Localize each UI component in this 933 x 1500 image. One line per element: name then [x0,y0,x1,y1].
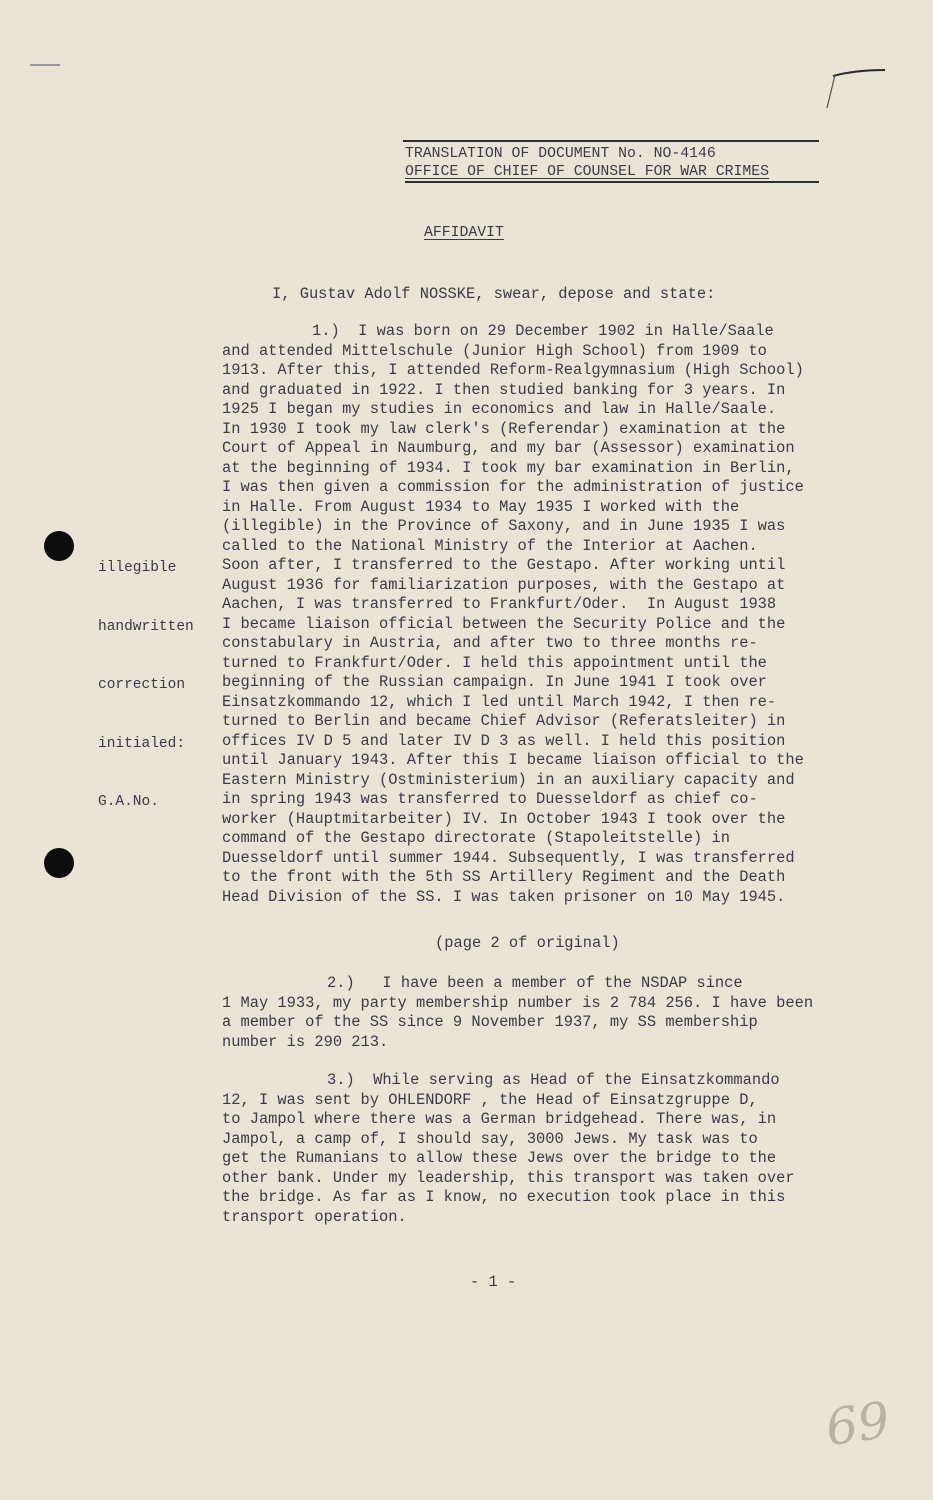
corner-mark [30,64,60,66]
para1-line: 1.) I was born on 29 December 1902 in Halle/Saale [312,322,774,340]
para1-line: and graduated in 1922. I then studied banking for 3 years. In [222,380,786,399]
para3-line: get the Rumanians to allow these Jews over the bridge to the [222,1149,777,1167]
margin-note-line: illegible [98,560,177,576]
para1-line: Soon after, I transferred to the Gestapo. After working until [222,556,786,574]
margin-note-line: initialed: [98,735,186,752]
header-rule-bottom [405,181,819,183]
para1-line: Eastern Ministry (Ostministerium) in an auxiliary capacity and [222,770,795,789]
para1-line: turned to Berlin and became Chief Advisor (Referatsleiter) in [222,712,786,730]
para1-line: command of the Gestapo directorate (Stapoleitstelle) in [222,829,730,847]
margin-note-line: handwritten [98,618,194,635]
para2-line: number is 290 213. [222,1032,389,1051]
para1-line: 1925 I began my studies in economics and law in Halle/Saale. [222,400,777,418]
para1-line: worker (Hauptmitarbeiter) IV. In October 1943 I took over the [222,809,786,828]
para1-line: 1913. After this, I attended Reform-Realgymnasium (High School) [222,361,804,379]
page-marker: (page 2 of original) [435,934,620,952]
para1-line: Aachen, I was transferred to Frankfurt/Oder. In August 1938 [222,595,777,613]
para1-line: constabulary in Austria, and after two to three months re- [222,634,758,652]
para3-line: the bridge. As far as I know, no execution took place in this [222,1188,786,1206]
margin-note [98,520,194,852]
margin-note-line: correction [98,677,186,693]
document-heading: AFFIDAVIT [424,225,504,241]
para1-line: called to the National Ministry of the Interior at Aachen. [222,536,758,555]
punch-hole-top [44,531,74,561]
para1-line: until January 1943. After this I became liaison official to the [222,751,804,769]
para1-line: In 1930 I took my law clerk's (Referendar) examination at the [222,419,786,438]
para2-line: 1 May 1933, my party membership number is 2 784 256. I have been [222,993,814,1012]
para3-line: Jampol, a camp of, I should say, 3000 Jews. My task was to [222,1129,758,1148]
para3-line: 3.) While serving as Head of the Einsatzkommando [327,1071,780,1089]
para3-line: to Jampol where there was a German bridgehead. There was, in [222,1110,777,1128]
pen-stroke-mark [815,62,895,112]
para1-line: at the beginning of 1934. I took my bar examination in Berlin, [222,458,795,477]
para1-line: turned to Frankfurt/Oder. I held this appointment until the [222,653,767,672]
header-title: TRANSLATION OF DOCUMENT No. NO-4146 [405,146,716,162]
intro-statement: I, Gustav Adolf NOSSKE, swear, depose and state: [272,285,716,303]
margin-note-line: G.A.No. [98,794,159,810]
para1-line: I was then given a commission for the administration of justice [222,478,804,496]
para1-line: Head Division of the SS. I was taken prisoner on 10 May 1945. [222,887,786,906]
para3-line: other bank. Under my leadership, this transport was taken over [222,1168,795,1187]
para1-line: and attended Mittelschule (Junior High School) from 1909 to [222,341,767,360]
page-number: - 1 - [470,1273,517,1291]
para1-line: in Halle. From August 1934 to May 1935 I worked with the [222,497,740,516]
header-office: OFFICE OF CHIEF OF COUNSEL FOR WAR CRIMES [405,164,770,180]
para1-line: offices IV D 5 and later IV D 3 as well. I held this position [222,731,786,750]
para2-line: a member of the SS since 9 November 1937, my SS membership [222,1013,758,1031]
para1-line: Court of Appeal in Naumburg, and my bar (Assessor) examination [222,439,795,457]
para2-line: 2.) I have been a member of the NSDAP since [327,974,743,992]
para1-line: Duesseldorf until summer 1944. Subsequently, I was transferred [222,848,795,867]
para1-line: to the front with the 5th SS Artillery Regiment and the Death [222,868,786,886]
para3-line: 12, I was sent by OHLENDORF , the Head of Einsatzgruppe D, [222,1090,758,1109]
para1-line: Einsatzkommando 12, which I led until March 1942, I then re- [222,692,777,711]
header-rule-top [403,140,819,142]
para1-line: August 1936 for familiarization purposes, with the Gestapo at [222,575,786,594]
para1-line: in spring 1943 was transferred to Duesseldorf as chief co- [222,790,758,808]
punch-hole-bottom [44,848,74,878]
para3-line: transport operation. [222,1207,407,1226]
para1-line: I became liaison official between the Security Police and the [222,614,786,633]
handwritten-page-mark: 69 [822,1390,894,1458]
para1-line: (illegible) in the Province of Saxony, and in June 1935 I was [222,517,786,535]
para1-line: beginning of the Russian campaign. In June 1941 I took over [222,673,767,691]
